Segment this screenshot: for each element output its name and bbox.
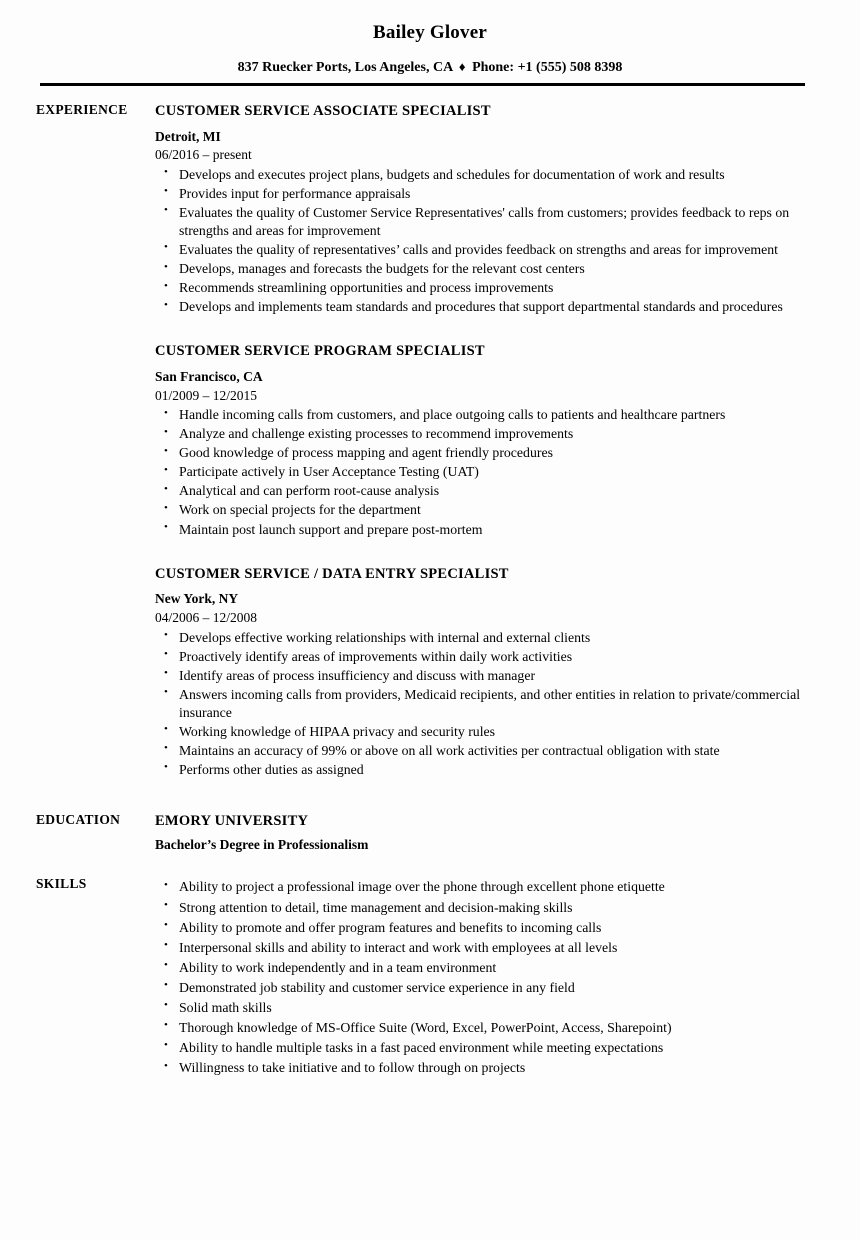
section-label-skills: SKILLS	[36, 876, 87, 892]
job-bullet-list	[155, 629, 805, 780]
job-bullet: • Good knowledge of process mapping and agent friendly procedures	[155, 444, 805, 462]
job-entry	[155, 102, 805, 316]
section-label-experience: EXPERIENCE	[36, 101, 128, 117]
job-location: New York, NY	[155, 591, 239, 607]
job-bullet: • Working knowledge of HIPAA privacy and security rules	[155, 723, 805, 741]
job-title: CUSTOMER SERVICE ASSOCIATE SPECIALIST	[155, 102, 491, 119]
skills-section	[0, 876, 860, 1077]
skill-bullet: • Ability to handle multiple tasks in a fast paced environment while meeting expectations	[155, 1039, 805, 1057]
job-dates: 04/2006 – 12/2008	[155, 610, 258, 625]
job-bullet: • Develops effective working relationships with internal and external clients	[155, 629, 805, 647]
skill-bullet: • Ability to work independently and in a team environment	[155, 959, 805, 977]
job-bullet: • Maintains an accuracy of 99% or above on all work activities per contractual obligation with state	[155, 742, 805, 760]
diamond-separator-icon: ♦	[458, 58, 466, 74]
job-bullet: • Maintain post launch support and prepare post-mortem	[155, 521, 805, 539]
job-bullet: • Evaluates the quality of representatives’ calls and provides feedback on strengths and areas for improvement	[155, 241, 805, 259]
skill-bullet: • Ability to project a professional image over the phone through excellent phone etiquette	[155, 878, 805, 896]
job-bullet-list	[155, 406, 805, 538]
job-bullet: • Analytical and can perform root-cause analysis	[155, 482, 805, 500]
job-location: San Francisco, CA	[155, 369, 263, 385]
job-bullet: • Develops, manages and forecasts the budgets for the relevant cost centers	[155, 260, 805, 278]
job-bullet: • Performs other duties as assigned	[155, 761, 805, 779]
skills-body	[155, 876, 860, 1077]
skills-bullet-list	[155, 878, 805, 1077]
job-bullet: • Work on special projects for the department	[155, 501, 805, 519]
education-degree: Bachelor’s Degree in Professionalism	[155, 836, 369, 852]
job-bullet: • Evaluates the quality of Customer Service Representatives' calls from customers; provides feedback to reps on strengths and areas for improvement	[155, 204, 805, 240]
skill-bullet: • Thorough knowledge of MS-Office Suite (Word, Excel, PowerPoint, Access, Sharepoint)	[155, 1019, 805, 1037]
skill-bullet: • Ability to promote and offer program features and benefits to incoming calls	[155, 919, 805, 937]
job-dates: 06/2016 – present	[155, 147, 252, 163]
education-body	[155, 812, 860, 853]
job-bullet: • Handle incoming calls from customers, and place outgoing calls to patients and healthcare partners	[155, 406, 805, 424]
job-title: CUSTOMER SERVICE / DATA ENTRY SPECIALIST	[155, 565, 509, 582]
resume-header	[0, 0, 860, 86]
experience-body	[155, 102, 860, 779]
job-bullet-list	[155, 166, 805, 317]
section-label-education: EDUCATION	[36, 812, 121, 828]
job-bullet: • Analyze and challenge existing processes to recommend improvements	[155, 425, 805, 443]
job-bullet: • Identify areas of process insufficiency and discuss with manager	[155, 667, 805, 685]
job-bullet: • Develops and executes project plans, budgets and schedules for documentation of work and results	[155, 166, 805, 184]
job-bullet: • Answers incoming calls from providers, Medicaid recipients, and other entities in relation to private/commercial insurance	[155, 686, 805, 722]
experience-section	[0, 102, 860, 779]
job-bullet: • Recommends streamlining opportunities and process improvements	[155, 279, 805, 297]
job-entry	[155, 565, 805, 779]
job-title: CUSTOMER SERVICE PROGRAM SPECIALIST	[155, 343, 485, 360]
education-section	[0, 812, 860, 853]
job-bullet: • Develops and implements team standards and procedures that support departmental standards and procedures	[155, 298, 805, 316]
job-bullet: • Proactively identify areas of improvements within daily work activities	[155, 648, 805, 666]
skill-bullet: • Interpersonal skills and ability to interact and work with employees at all levels	[155, 939, 805, 957]
job-bullet: • Provides input for performance appraisals	[155, 185, 805, 203]
skill-bullet: • Willingness to take initiative and to follow through on projects	[155, 1059, 805, 1077]
contact-phone: Phone: +1 (555) 508 8398	[472, 59, 623, 75]
job-entry	[155, 342, 805, 538]
header-divider	[40, 83, 805, 86]
contact-address: 837 Ruecker Ports, Los Angeles, CA	[237, 59, 453, 75]
candidate-name: Bailey Glover	[373, 22, 487, 43]
skill-bullet: • Strong attention to detail, time management and decision-making skills	[155, 899, 805, 917]
job-bullet: • Participate actively in User Acceptance Testing (UAT)	[155, 463, 805, 481]
job-dates: 01/2009 – 12/2015	[155, 387, 258, 403]
contact-line	[0, 59, 860, 76]
education-school: EMORY UNIVERSITY	[155, 813, 309, 830]
skill-bullet: • Solid math skills	[155, 999, 805, 1017]
job-location: Detroit, MI	[155, 128, 221, 144]
skill-bullet: • Demonstrated job stability and customer service experience in any field	[155, 979, 805, 997]
